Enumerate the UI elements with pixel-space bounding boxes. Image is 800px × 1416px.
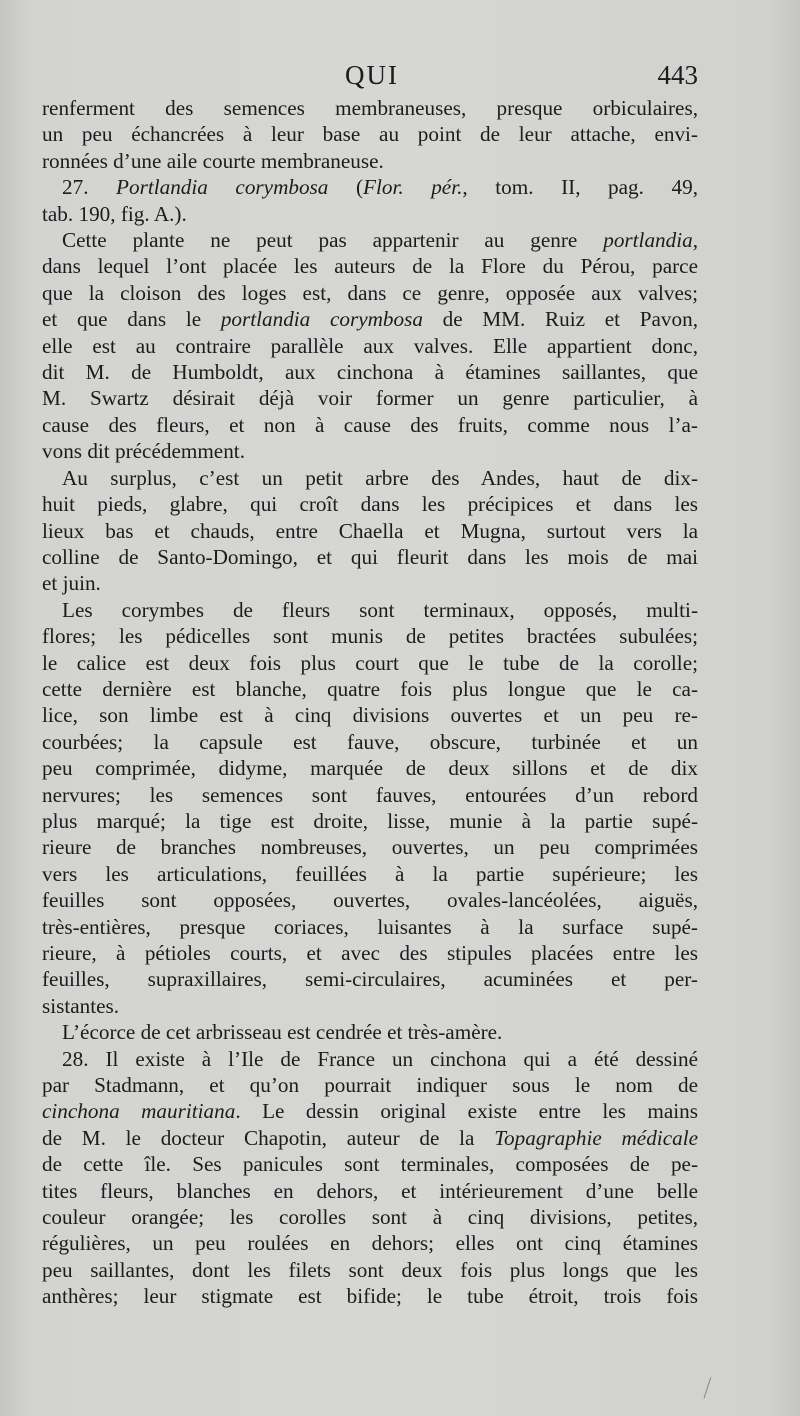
text-line: et juin.: [42, 571, 101, 596]
text-line: lice, son limbe est à cinq divisions ouvertes et un peu re-: [42, 703, 698, 728]
text-line: le calice est deux fois plus court que le tube de la corolle;: [42, 650, 698, 675]
text-line: cette dernière est blanche, quatre fois plus longue que le ca-: [42, 676, 698, 701]
text-line: un peu échancrées à leur base au point de leur attache, envi-: [42, 122, 698, 147]
text-line: anthères; leur stigmate est bifide; le tube étroit, trois fois: [42, 1284, 698, 1309]
text-line: dans lequel l’ont placée les auteurs de la Flore du Pérou, parce: [42, 254, 698, 279]
text-line: Les corymbes de fleurs sont terminaux, opposés, multi-: [62, 597, 698, 622]
text-line: sistantes.: [42, 993, 120, 1018]
text-line: dit M. de Humboldt, aux cinchona à étamines saillantes, que: [42, 360, 698, 385]
text-line: peu comprimée, didyme, marquée de deux sillons et de dix: [42, 756, 698, 781]
text-line: vers les articulations, feuillées à la partie supérieure; les: [42, 861, 698, 886]
text-line: que la cloison des loges est, dans ce genre, opposée aux valves;: [42, 280, 698, 305]
text-line: vons dit précédemment.: [42, 439, 245, 464]
text-line: de M. le docteur Chapotin, auteur de la Topagraphie médicale: [42, 1125, 698, 1150]
page-mark: [698, 1375, 711, 1398]
body-text: [42, 95, 698, 1310]
text-line: colline de Santo-Domingo, et qui fleurit dans les mois de mai: [42, 544, 698, 569]
text-line: régulières, un peu roulées en dehors; elles ont cinq étamines: [42, 1231, 698, 1256]
text-line: tab. 190, fig. A.).: [42, 201, 187, 226]
text-line: 27. Portlandia corymbosa (Flor. pér., tom. II, pag. 49,: [62, 175, 698, 200]
text-line: L’écorce de cet arbrisseau est cendrée et très-amère.: [62, 1020, 503, 1045]
text-line: Cette plante ne peut pas appartenir au genre portlandia,: [62, 228, 698, 253]
text-line: huit pieds, glabre, qui croît dans les précipices et dans les: [42, 492, 698, 517]
page-header: [42, 60, 702, 96]
text-line: couleur orangée; les corolles sont à cinq divisions, petites,: [42, 1205, 698, 1230]
text-line: nervures; les semences sont fauves, entourées d’un rebord: [42, 782, 698, 807]
text-line: feuilles sont opposées, ouvertes, ovales-lancéolées, aiguës,: [42, 888, 698, 913]
text-line: 28. Il existe à l’Ile de France un cinchona qui a été dessiné: [62, 1046, 698, 1071]
running-head: QUI: [345, 60, 399, 90]
text-line: courbées; la capsule est fauve, obscure, turbinée et un: [42, 729, 698, 754]
text-line: cinchona mauritiana. Le dessin original existe entre les mains: [42, 1099, 698, 1124]
text-line: elle est au contraire parallèle aux valves. Elle appartient donc,: [42, 333, 698, 358]
text-line: par Stadmann, et qu’on pourrait indiquer sous le nom de: [42, 1073, 698, 1098]
text-line: flores; les pédicelles sont munis de petites bractées subulées;: [42, 624, 698, 649]
text-line: renferment des semences membraneuses, presque orbiculaires,: [42, 96, 698, 120]
page-number: 443: [657, 60, 698, 90]
text-line: et que dans le portlandia corymbosa de MM. Ruiz et Pavon,: [42, 307, 698, 332]
text-line: Au surplus, c’est un petit arbre des Andes, haut de dix-: [62, 465, 698, 490]
text-line: très-entières, presque coriaces, luisantes à la surface supé-: [42, 914, 698, 939]
text-line: rieure de branches nombreuses, ouvertes, un peu comprimées: [42, 835, 698, 860]
text-line: feuilles, supraxillaires, semi-circulaires, acuminées et per-: [42, 967, 698, 992]
text-line: plus marqué; la tige est droite, lisse, munie à la partie supé-: [42, 808, 698, 833]
text-line: rieure, à pétioles courts, et avec des stipules placées entre les: [42, 941, 698, 965]
text-line: de cette île. Ses panicules sont terminales, composées de pe-: [42, 1152, 698, 1177]
text-line: peu saillantes, dont les filets sont deux fois plus longs que les: [42, 1257, 698, 1282]
text-line: lieux bas et chauds, entre Chaella et Mugna, surtout vers la: [42, 518, 698, 543]
text-line: ronnées d’une aile courte membraneuse.: [42, 148, 384, 173]
text-line: tites fleurs, blanches en dehors, et intérieurement d’une belle: [42, 1178, 698, 1203]
text-line: M. Swartz désirait déjà voir former un genre particulier, à: [42, 386, 698, 411]
text-line: cause des fleurs, et non à cause des fruits, comme nous l’a-: [42, 412, 698, 437]
